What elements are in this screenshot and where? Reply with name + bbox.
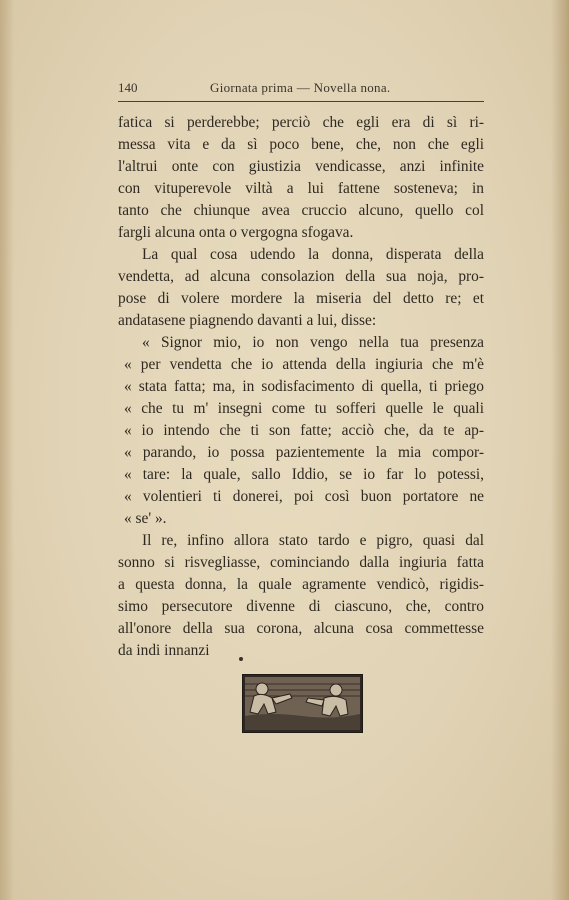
- ink-speck: [239, 657, 243, 661]
- body-text: [118, 112, 484, 662]
- text-line: da indi innanzi: [118, 642, 210, 659]
- text-line: con vituperevole viltà a lui fattene sosteneva; in: [118, 180, 484, 197]
- text-line: fatica si perderebbe; perciò che egli era di sì ri-: [118, 114, 484, 131]
- text-line: vendetta, ad alcuna consolazion della sua noja, pro-: [118, 268, 484, 285]
- text-line: « Signor mio, io non vengo nella tua presenza: [142, 334, 484, 351]
- text-line: messa vita e da sì poco bene, che, non che egli: [118, 136, 484, 153]
- text-line: simo persecutore divenne di ciascuno, che, contro: [118, 598, 484, 615]
- paragraph-2: [118, 244, 484, 332]
- text-line: « se' ».: [124, 510, 167, 527]
- text-line: pose di volere mordere la miseria del detto re; et: [118, 290, 484, 307]
- text-line: Il re, infino allora stato tardo e pigro, quasi dal: [142, 532, 484, 549]
- text-line: « stata fatta; ma, in sodisfacimento di quella, ti priego: [124, 378, 484, 395]
- page-number: 140: [118, 80, 138, 95]
- text-line: tanto che chiunque avea cruccio alcuno, quello col: [118, 202, 484, 219]
- text-line: « che tu m' insegni come tu sofferi quelle le quali: [124, 400, 484, 417]
- text-line: La qual cosa udendo la donna, disperata della: [142, 246, 484, 263]
- text-line: andatasene piagnendo davanti a lui, disse:: [118, 312, 377, 329]
- text-line: « parando, io possa pazientemente la mia compor-: [124, 444, 484, 461]
- page-header: [118, 78, 484, 98]
- paragraph-1: [118, 112, 484, 244]
- text-line: « tare: la quale, sallo Iddio, se io far lo potessi,: [124, 466, 484, 483]
- text-line: all'onore della sua corona, alcuna cosa commettesse: [118, 620, 484, 637]
- text-line: sonno si risvegliasse, cominciando dalla ingiuria fatta: [118, 554, 484, 571]
- text-line: fargli alcuna onta o vergogna sfogava.: [118, 224, 354, 241]
- text-line: l'altrui onte con giustizia vendicasse, anzi infinite: [118, 158, 484, 175]
- text-line: « per vendetta che io attenda della ingiuria che m'è: [124, 356, 484, 373]
- text-line: a questa donna, la quale agramente vendicò, rigidis-: [118, 576, 484, 593]
- quotation: [118, 332, 484, 530]
- running-head: Giornata prima — Novella nona.: [210, 80, 391, 95]
- paragraph-4: [118, 530, 484, 662]
- text-line: « volentieri ti donerei, poi così buon portatore ne: [124, 488, 484, 505]
- woodcut-vignette: [242, 674, 363, 733]
- header-rule: [118, 101, 484, 102]
- text-line: « io intendo che ti son fatte; acciò che, da te ap-: [124, 422, 484, 439]
